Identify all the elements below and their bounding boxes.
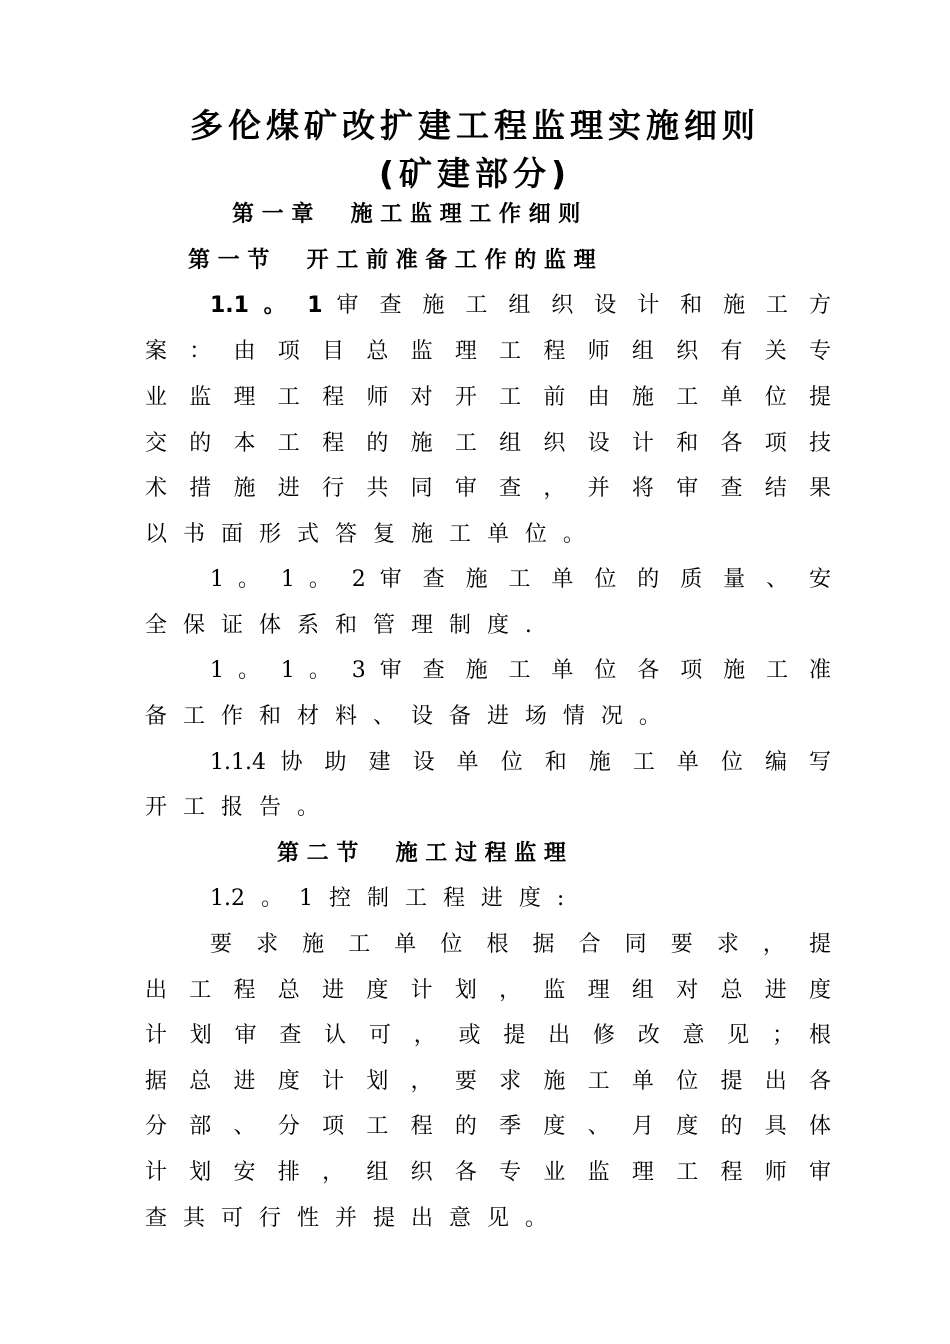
clause-number: 1.1 。 1	[210, 293, 323, 318]
paragraph-1-line-3: 业 监 理 工 程 师 对 开 工 前 由 施 工 单 位 提	[145, 385, 831, 410]
document-title: 多伦煤矿改扩建工程监理实施细则	[190, 106, 760, 145]
paragraph-3-line-1: 1 。 1 。 3 审 查 施 工 单 位 各 项 施 工 准	[210, 658, 831, 683]
paragraph-4-line-2: 开 工 报 告 。	[145, 795, 319, 820]
paragraph-6-line-6: 计 划 安 排 ， 组 织 各 专 业 监 理 工 程 师 审	[145, 1160, 831, 1185]
paragraph-4-line-1: 1.1.4 协 助 建 设 单 位 和 施 工 单 位 编 写	[210, 750, 831, 775]
paragraph-6-line-1: 要 求 施 工 单 位 根 据 合 同 要 求 ， 提	[210, 932, 831, 957]
paragraph-2-line-1: 1 。 1 。 2 审 查 施 工 单 位 的 质 量 、 安	[210, 567, 831, 592]
document-subtitle: (矿建部分)	[378, 154, 572, 193]
paragraph-6-line-3: 计 划 审 查 认 可 ， 或 提 出 修 改 意 见 ； 根	[145, 1023, 831, 1048]
paragraph-1-line-2: 案 ： 由 项 目 总 监 理 工 程 师 组 织 有 关 专	[145, 339, 831, 364]
section-heading-2: 第 二 节 施 工 过 程 监 理	[277, 841, 566, 866]
paragraph-1-line-1: 1.1 。 1 审 查 施 工 组 织 设 计 和 施 工 方	[210, 293, 831, 318]
paragraph-1-line-4: 交 的 本 工 程 的 施 工 组 织 设 计 和 各 项 技	[145, 431, 831, 456]
paragraph-6-line-2: 出 工 程 总 进 度 计 划 ， 监 理 组 对 总 进 度	[145, 978, 831, 1003]
section-heading-1: 第 一 节 开 工 前 准 备 工 作 的 监 理	[188, 248, 596, 273]
paragraph-2-line-2: 全 保 证 体 系 和 管 理 制 度 .	[145, 613, 532, 638]
paragraph-6-line-7: 查 其 可 行 性 并 提 出 意 见 。	[145, 1206, 547, 1231]
chapter-heading: 第 一 章 施 工 监 理 工 作 细 则	[232, 202, 581, 227]
paragraph-1-line-5: 术 措 施 进 行 共 同 审 查 ， 并 将 审 查 结 果	[145, 476, 831, 501]
paragraph-3-line-2: 备 工 作 和 材 料 、 设 备 进 场 情 况 。	[145, 704, 661, 729]
paragraph-5-line-1: 1.2 。 1 控 制 工 程 进 度 :	[210, 886, 565, 911]
paragraph-6-line-5: 分 部 、 分 项 工 程 的 季 度 、 月 度 的 具 体	[145, 1114, 831, 1139]
paragraph-6-line-4: 据 总 进 度 计 划 ， 要 求 施 工 单 位 提 出 各	[145, 1069, 831, 1094]
paragraph-1-line-6: 以 书 面 形 式 答 复 施 工 单 位 。	[145, 522, 585, 547]
